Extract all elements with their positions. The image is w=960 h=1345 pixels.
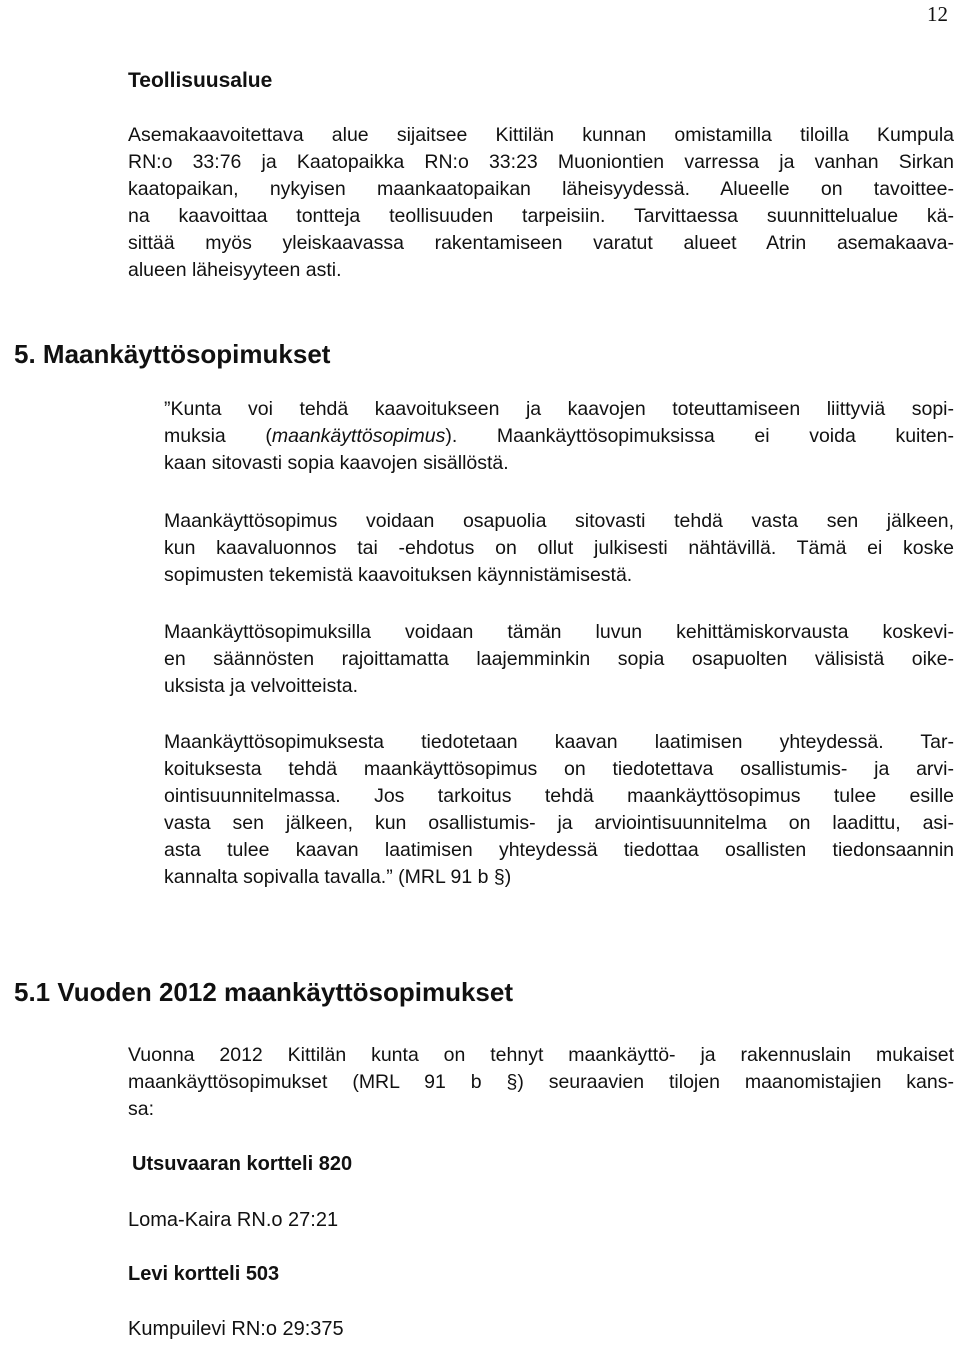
section-5-1-heading: 5.1 Vuoden 2012 maankäyttösopimukset: [14, 977, 514, 1007]
text-line: uksista ja velvoitteista.: [164, 675, 359, 697]
text-line: kannalta sopivalla tavalla.” (MRL 91 b §): [164, 866, 512, 888]
text-line: Maankäyttösopimus voidaan osapuolia sitovasti tehdä vasta sen jälkeen,: [164, 510, 954, 532]
text-line: sittää myös yleiskaavassa rakentamiseen varatut alueet Atrin asemakaava-: [128, 232, 954, 254]
text-line: RN:o 33:76 ja Kaatopaikka RN:o 33:23 Muoniontien varressa ja vanhan Sirkan: [128, 151, 954, 173]
block-title-levi: Levi kortteli 503: [128, 1263, 280, 1285]
section-5-heading: 5. Maankäyttösopimukset: [14, 339, 331, 369]
text-line: maankäyttösopimukset (MRL 91 b §) seuraavien tilojen maanomistajien kans-: [128, 1071, 954, 1093]
text-line: Maankäyttösopimuksilla voidaan tämän luvun kehittämiskorvausta koskevi-: [164, 621, 954, 643]
property-kumpuilevi: Kumpuilevi RN:o 29:375: [128, 1318, 344, 1340]
text-line: kun kaavaluonnos tai -ehdotus on ollut julkisesti nähtävillä. Tämä ei koske: [164, 537, 954, 559]
text-line: sopimusten tekemistä kaavoituksen käynnistämisestä.: [164, 564, 633, 586]
text-line: kaatopaikan, nykyisen maankaatopaikan läheisyydessä. Alueelle on tavoittee-: [128, 178, 954, 200]
italic-term: maankäyttösopimus: [271, 425, 446, 447]
paragraph-4: [164, 729, 954, 891]
intro-paragraph: [128, 1042, 954, 1123]
text-line: na kaavoittaa tontteja teollisuuden tarpeisiin. Tarvittaessa suunnittelualue kä-: [128, 205, 954, 227]
text-line: Asemakaavoitettava alue sijaitsee Kittilän kunnan omistamilla tiloilla Kumpula: [128, 124, 954, 146]
industrial-heading: Teollisuusalue: [128, 69, 273, 92]
text-line: Maankäyttösopimuksesta tiedotetaan kaavan laatimisen yhteydessä. Tar-: [164, 731, 954, 753]
text-line: kaan sitovasti sopia kaavojen sisällöstä.: [164, 452, 509, 474]
page-number: 12: [927, 2, 948, 26]
property-loma-kaira: Loma-Kaira RN.o 27:21: [128, 1209, 339, 1231]
paragraph-3: [164, 619, 954, 700]
text-line: [164, 423, 954, 450]
text-line: ”Kunta voi tehdä kaavoitukseen ja kaavojen toteuttamiseen liittyviä sopi-: [164, 398, 954, 420]
block-title-utsuvaara: Utsuvaaran kortteli 820: [132, 1153, 353, 1175]
text-line: ointisuunnitelmassa. Jos tarkoitus tehdä maankäyttösopimus tulee esille: [164, 785, 954, 807]
text-line: alueen läheisyyteen asti.: [128, 259, 342, 281]
text-line: koituksesta tehdä maankäyttösopimus on tiedotettava osallistumis- ja arvi-: [164, 758, 954, 780]
text-fragment: ). Maankäyttösopimuksissa ei voida kuiten-: [445, 425, 954, 447]
industrial-paragraph: [128, 122, 954, 284]
text-line: en säännösten rajoittamatta laajemminkin sopia osapuolten välisistä oike-: [164, 648, 954, 670]
paragraph-2: [164, 508, 954, 589]
text-line: vasta sen jälkeen, kun osallistumis- ja arviointisuunnitelma on laadittu, asi-: [164, 812, 954, 834]
quote-paragraph: [164, 396, 954, 477]
text-line: sa:: [128, 1098, 155, 1120]
text-line: Vuonna 2012 Kittilän kunta on tehnyt maankäyttö- ja rakennuslain mukaiset: [128, 1044, 954, 1066]
text-fragment: muksia (: [164, 425, 272, 447]
text-line: asta tulee kaavan laatimisen yhteydessä tiedottaa osallisten tiedonsaannin: [164, 839, 954, 861]
